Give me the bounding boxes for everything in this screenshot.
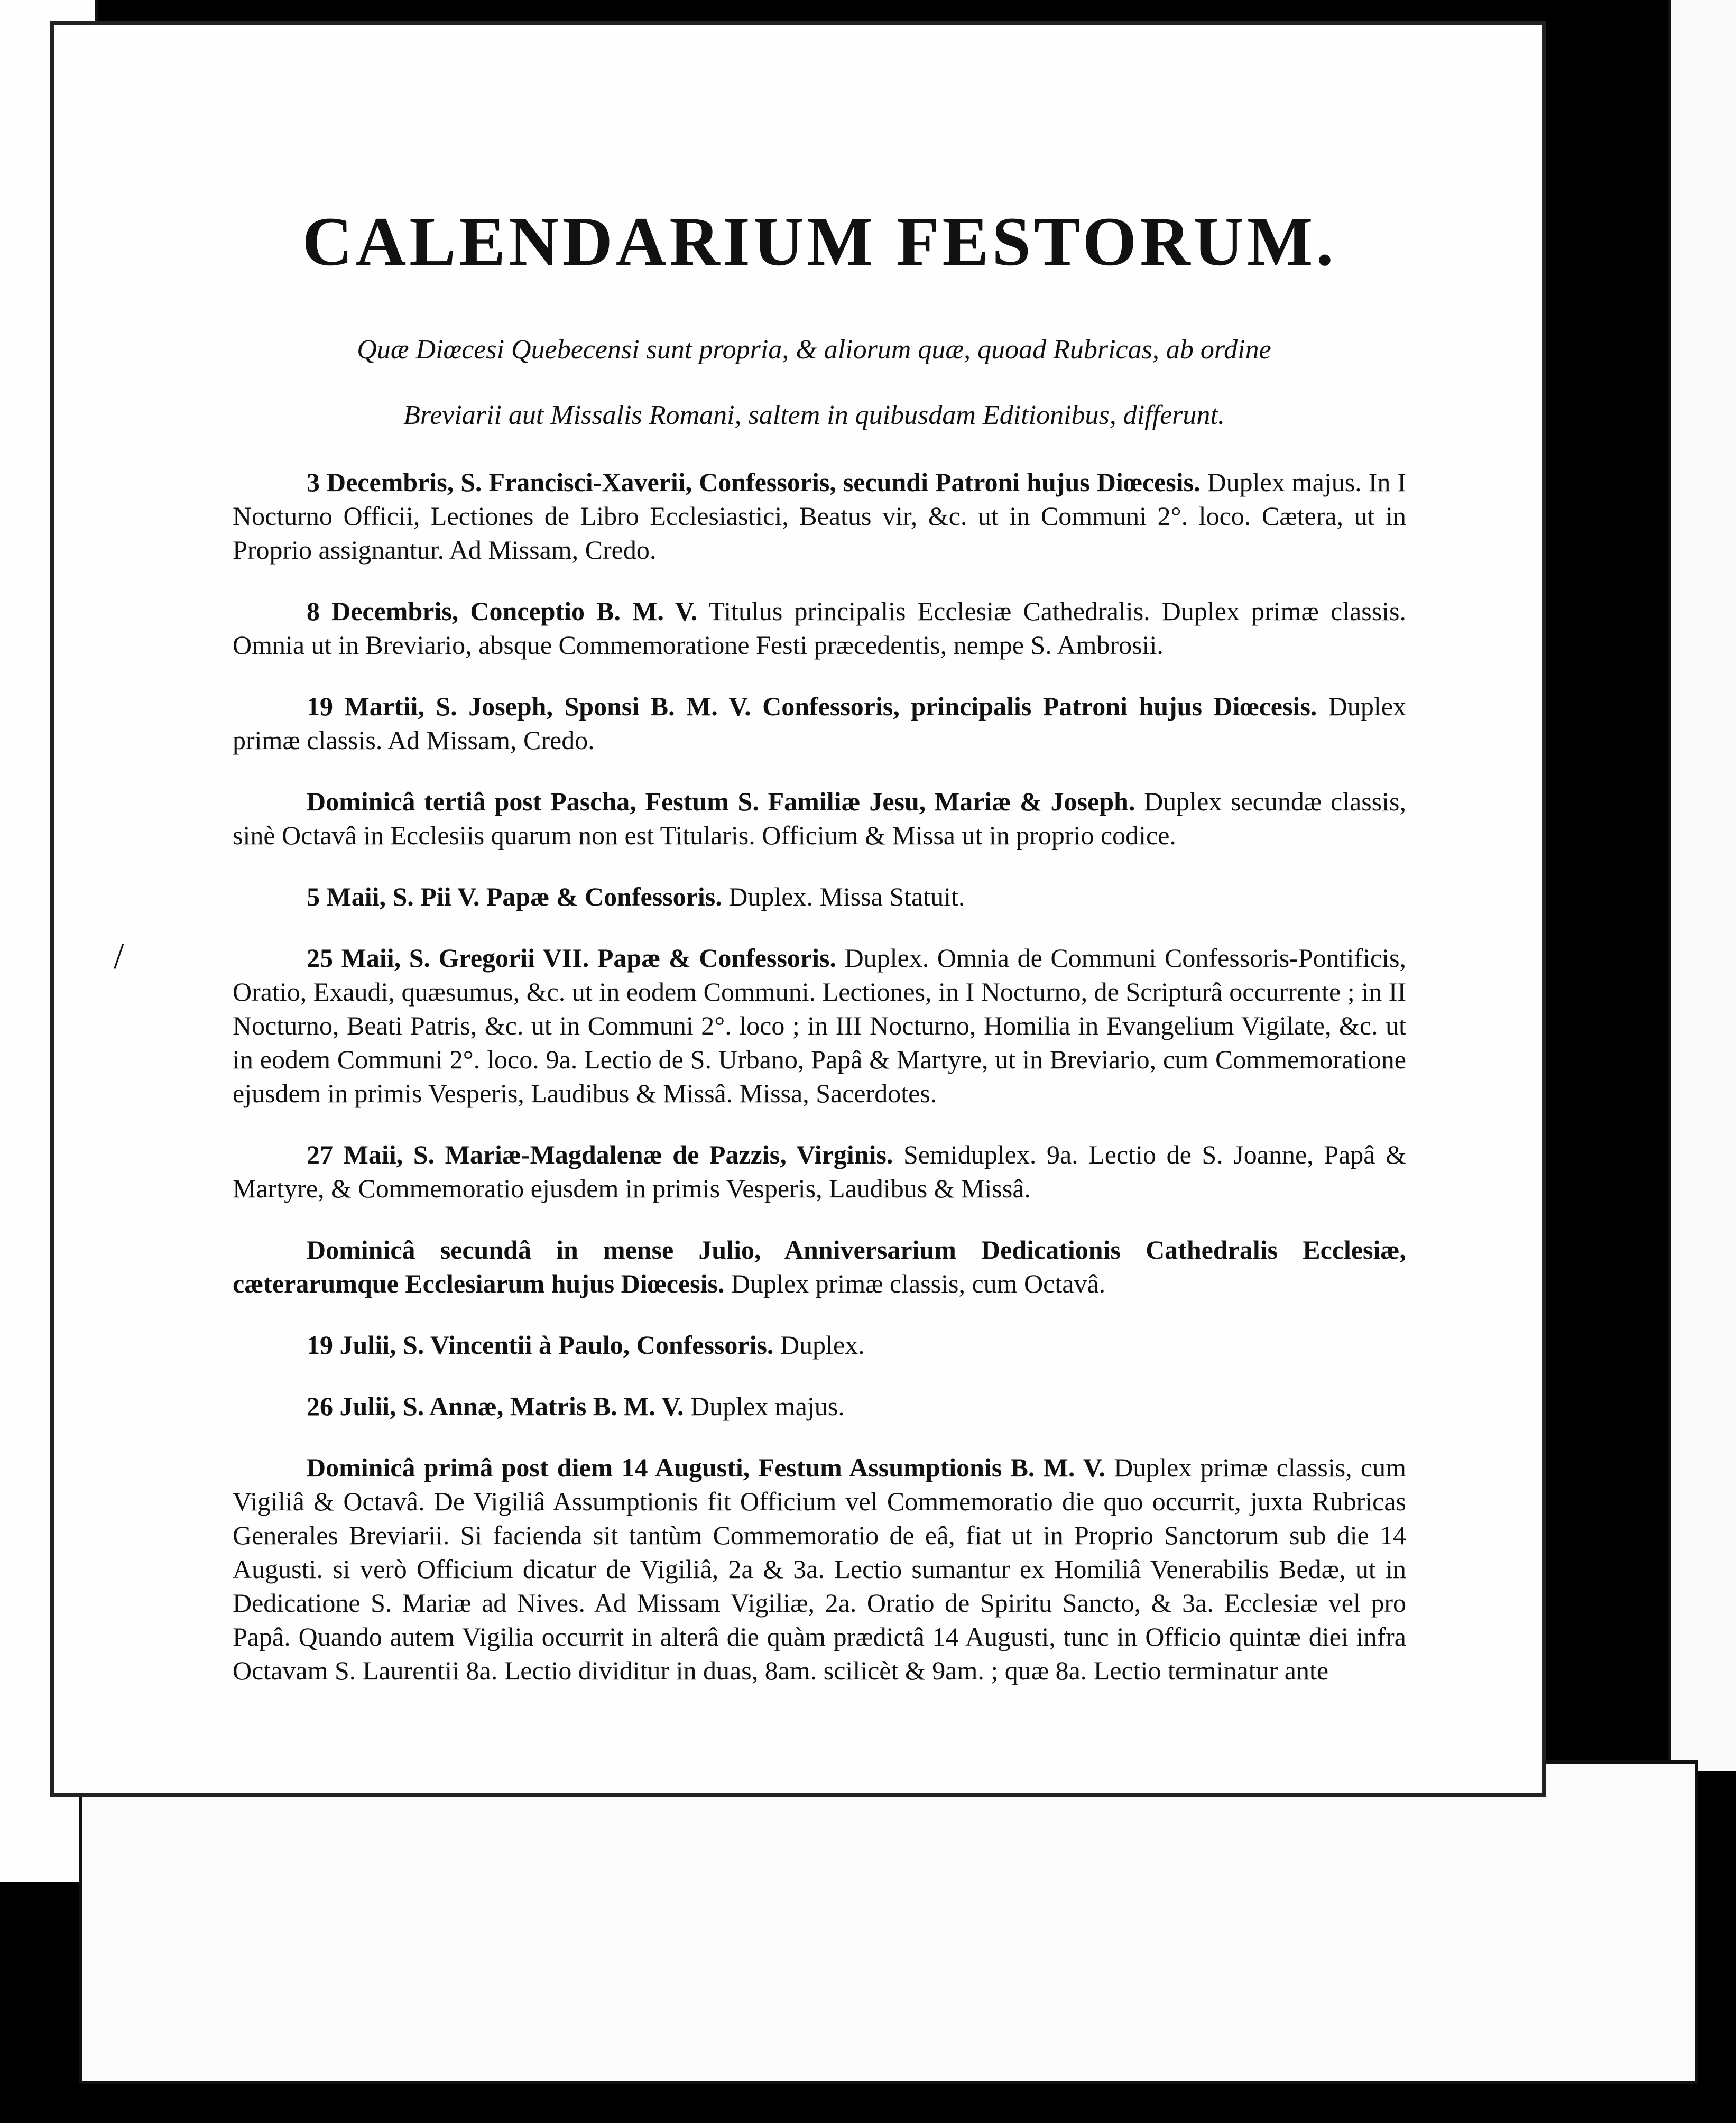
- feast-entry: [233, 1389, 1406, 1423]
- entry-body: Duplex primæ classis, cum Octavâ.: [731, 1269, 1106, 1298]
- subtitle-line-1: Quæ Diœcesi Quebecensi sunt propria, & aliorum quæ, quoad Rubricas, ab ordine: [357, 335, 1271, 365]
- entry-head: 8 Decembris, Conceptio B. M. V.: [307, 596, 698, 626]
- entry-head: Dominicâ secundâ in mense Julio, Anniversarium Dedicationis Cathedralis Ecclesiæ, cæterarumque Ecclesiarum hujus Diœcesis.: [233, 1235, 1406, 1298]
- feast-entry: [233, 784, 1406, 852]
- entry-head: 19 Martii, S. Joseph, Sponsi B. M. V. Confessoris, principalis Patroni hujus Diœcesis.: [307, 691, 1317, 721]
- feast-entry: [233, 880, 1406, 913]
- page-title: CALENDARIUM FESTORUM.: [302, 202, 1337, 280]
- feast-entry: [233, 1233, 1406, 1300]
- entry-head: Dominicâ primâ post diem 14 Augusti, Festum Assumptionis B. M. V.: [307, 1453, 1105, 1482]
- feast-entry: [233, 1328, 1406, 1362]
- entry-head: 3 Decembris, S. Francisci-Xaverii, Confessoris, secundi Patroni hujus Diœcesis.: [307, 467, 1201, 497]
- underlying-page: [79, 1760, 1698, 2084]
- feast-entry: [233, 594, 1406, 662]
- entry-head: 5 Maii, S. Pii V. Papæ & Confessoris.: [307, 882, 722, 911]
- entry-head: 26 Julii, S. Annæ, Matris B. M. V.: [307, 1391, 684, 1421]
- feast-entry: [233, 1451, 1406, 1687]
- feast-entry: [233, 1138, 1406, 1205]
- entry-head: 27 Maii, S. Mariæ-Magdalenæ de Pazzis, Virginis.: [307, 1140, 893, 1169]
- entry-body: Duplex majus. In I Nocturno Officii, Lectiones de Libro Ecclesiastici, Beatus vir, &c. ut in Communi 2°. loco. Cætera, ut in Proprio assignantur. Ad Missam, Credo.: [233, 467, 1406, 565]
- entry-body: Semiduplex. 9a. Lectio de S. Joanne, Papâ & Martyre, & Commemoratio ejusdem in primis Vesperis, Laudibus & Missâ.: [233, 1140, 1407, 1203]
- entry-body: Duplex secundæ classis, sinè Octavâ in Ecclesiis quarum non est Titularis. Officium & Missa ut in proprio codice.: [233, 787, 1406, 850]
- right-page-strip: [1668, 0, 1736, 1771]
- entry-body: Duplex. Omnia de Communi Confessoris-Pontificis, Oratio, Exaudi, quæsumus, &c. ut in eodem Communi. Lectiones, in I Nocturno, de Scripturâ occurrente ; in II Nocturno, Beati Patris, &c. ut in Communi 2°. loco ; in III Nocturno, Homilia in Evangelium Vigilate, &c. ut in eodem Communi 2°. loco. 9a. Lectio de S. Urbano, Papâ & Martyre, ut in Breviario, cum Commemoratione ejusdem in primis Vesperis, Laudibus & Missâ. Missa, Sacerdotes.: [233, 943, 1406, 1108]
- entry-body: Duplex primæ classis, cum Vigiliâ & Octavâ. De Vigiliâ Assumptionis fit Officium vel Commemoratio die quo occurrit, juxta Rubricas Generales Breviarii. Si facienda sit tantùm Commemoratio de eâ, fiat ut in Proprio Sanctorum sub die 14 Augusti. si verò Officium dicatur de Vigiliâ, 2a & 3a. Lectio sumantur ex Homiliâ Venerabilis Bedæ, ut in Dedicatione S. Mariæ ad Nives. Ad Missam Vigiliæ, 2a. Oratio de Spiritu Sancto, & 3a. Ecclesiæ vel pro Papâ. Quando autem Vigilia occurrit in alterâ die quàm prædictâ 14 Augusti, tunc in Officio quintæ diei infra Octavam S. Laurentii 8a. Lectio dividitur in duas, 8am. scilicèt & 9am. ; quæ 8a. Lectio terminatur ante: [233, 1453, 1407, 1685]
- feast-list: [233, 465, 1406, 1715]
- entry-body: Duplex majus.: [690, 1391, 845, 1421]
- entry-head: 25 Maii, S. Gregorii VII. Papæ & Confessoris.: [307, 943, 836, 973]
- entry-head: 19 Julii, S. Vincentii à Paulo, Confessoris.: [307, 1330, 774, 1360]
- feast-entry: [233, 689, 1406, 757]
- entry-body: Titulus principalis Ecclesiæ Cathedralis. Duplex primæ classis. Omnia ut in Breviario, absque Commemoratione Festi præcedentis, nempe S. Ambrosii.: [233, 596, 1406, 660]
- margin-mark: /: [114, 936, 124, 977]
- subtitle-line-2: Breviarii aut Missalis Romani, saltem in quibusdam Editionibus, differunt.: [403, 400, 1225, 430]
- entry-body: Duplex primæ classis. Ad Missam, Credo.: [233, 691, 1407, 755]
- entry-body: Duplex. Missa Statuit.: [728, 882, 965, 911]
- feast-entry: [233, 941, 1406, 1110]
- feast-entry: [233, 465, 1406, 567]
- entry-head: Dominicâ tertiâ post Pascha, Festum S. Familiæ Jesu, Mariæ & Joseph.: [307, 787, 1135, 816]
- subtitle: [222, 317, 1406, 448]
- entry-body: Duplex.: [780, 1330, 865, 1360]
